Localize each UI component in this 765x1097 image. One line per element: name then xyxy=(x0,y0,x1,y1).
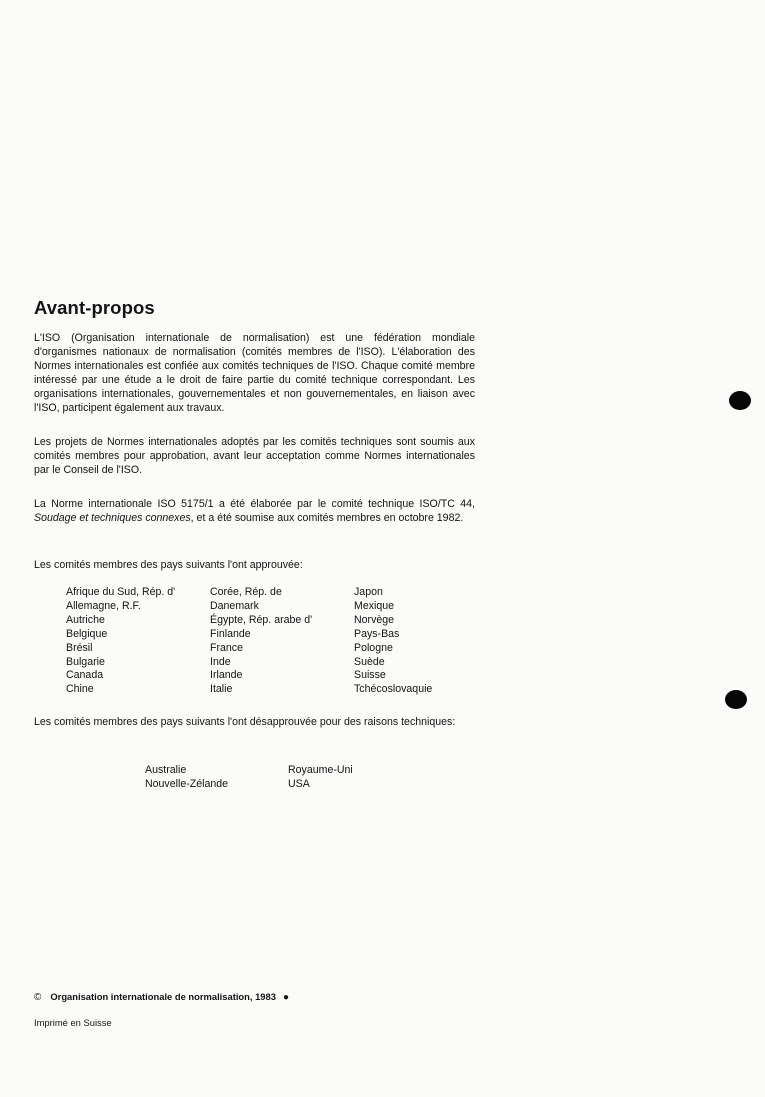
country-item: Japon xyxy=(354,586,383,598)
country-item: Corée, Rép. de xyxy=(210,586,282,598)
intro-paragraph: L'ISO (Organisation internationale de normalisation) est une fédération mondiale d'organismes nationaux de normalisation (comités membres de l'ISO). L'élaboration des Normes internationales est confiée aux comités techniques de l'ISO. Chaque comité membre intéressé par une étude a le droit de faire partie du comité technique correspondant. Les organisations internationales, gouvernementales et non gouvernementales, en liaison avec l'ISO, participent également aux travaux. xyxy=(34,332,475,414)
country-item: Nouvelle-Zélande xyxy=(145,777,229,790)
country-item: Tchécoslovaquie xyxy=(354,683,433,696)
country-item: Autriche xyxy=(66,613,105,626)
approved-countries-col1 xyxy=(66,586,175,697)
disapproved-countries-col1 xyxy=(145,764,228,792)
committee-title: Soudage et techniques connexes xyxy=(34,512,191,524)
bullet-icon: ● xyxy=(282,992,289,1003)
country-item: Mexique xyxy=(354,599,395,612)
country-item: Italie xyxy=(210,683,233,696)
disapproved-countries-col2 xyxy=(288,764,353,792)
approved-countries-col2 xyxy=(210,586,312,697)
country-item: Afrique du Sud, Rép. d' xyxy=(66,586,176,598)
standard-paragraph xyxy=(34,497,475,525)
country-item: Chine xyxy=(66,683,94,696)
approved-countries-col3 xyxy=(354,586,432,697)
country-item: Danemark xyxy=(210,599,259,612)
punch-hole-mark xyxy=(729,391,751,410)
country-item: Suisse xyxy=(354,669,386,682)
country-item: Australie xyxy=(145,764,187,776)
country-item: Suède xyxy=(354,655,385,668)
copyright-line xyxy=(34,991,289,1003)
country-item: Pologne xyxy=(354,641,393,654)
country-item: Égypte, Rép. arabe d' xyxy=(210,613,313,626)
copyright-text: Organisation internationale de normalisation, 1983 xyxy=(50,991,276,1002)
country-item: Canada xyxy=(66,669,104,682)
standard-text-start: La Norme internationale ISO 5175/1 a été élaborée par le comité technique ISO/TC 44, xyxy=(34,498,475,510)
country-item: Irlande xyxy=(210,669,243,682)
country-item: Bulgarie xyxy=(66,655,105,668)
country-item: Royaume-Uni xyxy=(288,764,353,776)
copyright-symbol: © xyxy=(34,992,42,1003)
country-item: Pays-Bas xyxy=(354,627,400,640)
country-item: Inde xyxy=(210,655,231,668)
country-item: Brésil xyxy=(66,641,93,654)
projects-paragraph: Les projets de Normes internationales adoptés par les comités techniques sont soumis aux comités membres pour approbation, avant leur acceptation comme Normes internationales par le Conseil de l'ISO. xyxy=(34,436,475,476)
approved-intro: Les comités membres des pays suivants l'ont approuvée: xyxy=(34,559,303,571)
page-title: Avant-propos xyxy=(34,297,155,318)
country-item: USA xyxy=(288,777,310,790)
country-item: France xyxy=(210,641,243,654)
printed-in: Imprimé en Suisse xyxy=(34,1017,112,1028)
country-item: Allemagne, R.F. xyxy=(66,599,141,612)
country-item: Belgique xyxy=(66,627,108,640)
country-item: Norvège xyxy=(354,613,395,626)
disapproved-intro: Les comités membres des pays suivants l'ont désapprouvée pour des raisons techniques: xyxy=(34,716,456,728)
standard-text-end: , et a été soumise aux comités membres en octobre 1982. xyxy=(190,512,464,524)
country-item: Finlande xyxy=(210,627,251,640)
punch-hole-mark xyxy=(725,690,747,709)
